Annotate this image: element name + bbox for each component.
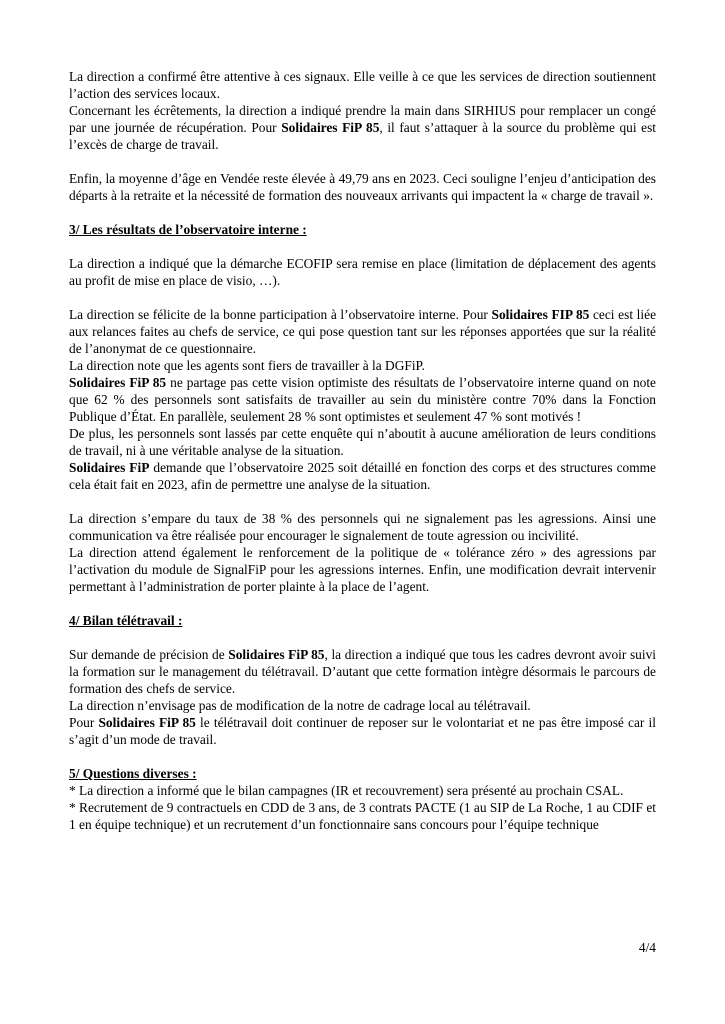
paragraph: La direction a confirmé être attentive à ces signaux. Elle veille à ce que les services de direction soutiennent l’action des services locaux.	[69, 69, 656, 101]
paragraph	[69, 374, 656, 425]
paragraph: De plus, les personnels sont lassés par cette enquête qui n’aboutit à aucune amélioration de leurs conditions de travail, ni à une véritable analyse de la situation.	[69, 426, 656, 458]
text: La direction se félicite de la bonne participation à l’observatoire interne. Pour	[69, 307, 492, 322]
paragraph	[69, 459, 656, 493]
text: , il faut s’attaquer à la source du problème qui est l’excès de charge de travail.	[69, 120, 657, 152]
text: le télétravail doit continuer de reposer sur le volontariat et ne pas être imposé car il s’agit d’un mode de travail.	[69, 715, 656, 747]
document-body	[69, 68, 656, 833]
paragraph: La direction attend également le renforcement de la politique de « tolérance zéro » des agressions par l’activation du module de SignalFiP pour les agressions internes. Enfin, une modification devrait intervenir permettant à l’administration de porter plainte à la place de l’agent.	[69, 545, 656, 594]
text: demande que l’observatoire 2025 soit détaillé en fonction des corps et des structures comme cela était fait en 2023, afin de permettre une analyse de la situation.	[69, 460, 656, 492]
union-name: Solidaires FiP	[69, 460, 150, 475]
text: ne partage pas cette vision optimiste des résultats de l’observatoire interne quand on note que 62 % des personnels sont satisfaits de travailler au sein du ministère contre 70% dans la Fonction Publique d’État. En parallèle, seulement 28 % sont optimistes et seulement 47 % sont motivés !	[69, 375, 656, 424]
paragraph: La direction note que les agents sont fiers de travailler à la DGFiP.	[69, 358, 425, 373]
union-name: Solidaires FiP 85	[98, 715, 196, 730]
text: ceci est liée aux relances faites au chefs de service, ce qui pose question tant sur les réponses apportées que sur la réalité de l’anonymat de ce questionnaire.	[69, 307, 657, 356]
page-number: 4/4	[638, 940, 656, 955]
paragraph	[69, 714, 656, 748]
paragraph: La direction a indiqué que la démarche ECOFIP sera remise en place (limitation de déplacement des agents au profit de mise en place de visio, …).	[69, 256, 656, 288]
list-item: * Recrutement de 9 contractuels en CDD de 3 ans, de 3 contrats PACTE (1 au SIP de La Roche, 1 au CDIF et 1 en équipe technique) et un recrutement d’un fonctionnaire sans concours pour l’équipe technique	[69, 800, 656, 832]
paragraph	[69, 646, 656, 697]
union-name: Solidaires FIP 85	[491, 307, 590, 322]
section-heading-4: 4/ Bilan télétravail :	[69, 613, 183, 628]
union-name: Solidaires FiP 85	[281, 120, 380, 135]
union-name: Solidaires FiP 85	[228, 647, 325, 662]
text: Pour	[69, 715, 99, 730]
text: , la direction a indiqué que tous les cadres devront avoir suivi la formation sur le management du télétravail. D’autant que cette formation intègre désormais le parcours de formation des chefs de service.	[69, 647, 656, 696]
section-heading-5: 5/ Questions diverses :	[69, 766, 197, 781]
text: Concernant les écrêtements, la direction a indiqué prendre la main dans SIRHIUS pour remplacer un congé par une journée de récupération. Pour	[69, 103, 656, 135]
list-item: * La direction a informé que le bilan campagnes (IR et recouvrement) sera présenté au prochain CSAL.	[69, 783, 624, 798]
text: Sur demande de précision de	[69, 647, 229, 662]
paragraph: La direction n’envisage pas de modification de la notre de cadrage local au télétravail.	[69, 698, 531, 713]
paragraph	[69, 306, 656, 357]
paragraph: Enfin, la moyenne d’âge en Vendée reste élevée à 49,79 ans en 2023. Ceci souligne l’enjeu d’anticipation des départs à la retraite et la nécessité de formation des nouveaux arrivants qui impactent la « charge de travail ».	[69, 171, 656, 203]
section-heading-3: 3/ Les résultats de l’observatoire interne :	[69, 222, 307, 237]
paragraph: La direction s’empare du taux de 38 % des personnels qui ne signalement pas les agressions. Ainsi une communication va être réalisée pour encourager le signalement de toute agression ou incivilité.	[69, 511, 656, 543]
union-name: Solidaires FiP 85	[69, 375, 167, 390]
paragraph	[69, 102, 656, 153]
